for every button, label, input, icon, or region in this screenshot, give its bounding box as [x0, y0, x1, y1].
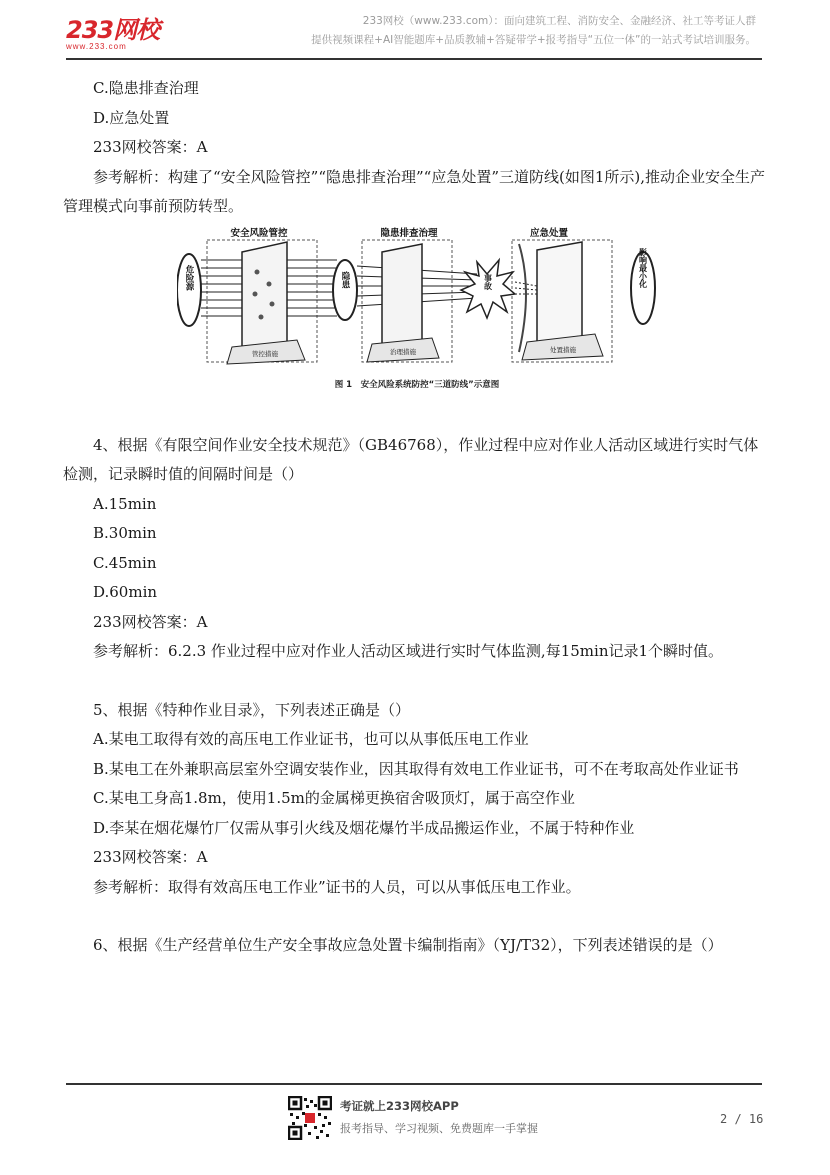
- panel-risk: [242, 242, 287, 347]
- q5-answer: 233网校答案：A: [93, 848, 208, 866]
- fig-label-emergency: 应急处置: [529, 227, 569, 239]
- arc-barrier: [519, 244, 526, 352]
- q4-option-c: C.45min: [93, 553, 157, 572]
- q5-option-d: D.李某在烟花爆竹厂仅需从事引火线及烟花爆竹半成品搬运作业，不属于特种作业: [93, 818, 635, 837]
- oval-hazard-label: 隐患: [340, 271, 350, 288]
- q4-question: 4、根据《有限空间作业安全技术规范》（GB46768），作业过程中应对作业人活动区域进行实时气体检测，记录瞬时值的间隔时间是（）: [63, 435, 759, 483]
- defense-lines-figure: [63, 222, 769, 402]
- q4-option-a: A.15min: [93, 494, 157, 513]
- footer-subtitle: 报考指导、学习视频、免费题库一手掌握: [340, 1122, 538, 1135]
- base-hazard-label: 治理措施: [390, 347, 416, 356]
- q5-question: 5、根据《特种作业目录》，下列表述正确是（）: [93, 700, 411, 719]
- header-line-1: 233网校（www.233.com）：面向建筑工程、消防安全、金融经济、社工等考证人群: [362, 15, 756, 27]
- oval-hazard-source-label: 危险源: [184, 264, 194, 291]
- logo-sub: www.233.com: [66, 42, 127, 51]
- q3-analysis: 参考解析：构建了“安全风险管控”“隐患排查治理”“应急处置”三道防线(如图1所示),推动企业安全生产管理模式向事前预防转型。: [63, 167, 766, 215]
- q4-option-d: D.60min: [93, 583, 158, 601]
- q5-option-b: B.某电工在外兼职高层室外空调安装作业，因其取得有效电工作业证书，可不在考取高处作业证书: [93, 759, 739, 778]
- header-divider: [66, 58, 762, 60]
- panel-hazard: [382, 244, 422, 344]
- q4-option-b: B.30min: [93, 524, 157, 542]
- logo-main: 233网校: [66, 16, 160, 44]
- q5-option-c: C.某电工身高1.8m，使用1.5m的金属梯更换宿舍吸顶灯，属于高空作业: [93, 789, 575, 807]
- accident-label: 事故: [483, 273, 493, 290]
- q3-option-d: D.应急处置: [93, 108, 170, 127]
- oval-hazard: [333, 260, 357, 320]
- q4-analysis: 参考解析：6.2.3 作业过程中应对作业人活动区域进行实时气体监测,每15min记录1个瞬时值。: [93, 642, 724, 660]
- q5-analysis: 参考解析：取得有效高压电工作业”证书的人员，可以从事低压电工作业。: [93, 877, 581, 896]
- q6-question: 6、根据《生产经营单位生产安全事故应急处置卡编制指南》（YJ/T32），下列表述错误的是（）: [93, 936, 723, 954]
- fig-label-risk-control: 安全风险管控: [230, 227, 288, 239]
- page-content: [63, 74, 769, 961]
- base-risk-label: 管控措施: [252, 349, 278, 358]
- header-description: [311, 12, 756, 50]
- q4-answer: 233网校答案：A: [93, 612, 208, 631]
- panel-emergency: [537, 242, 582, 342]
- header-line-2: 提供视频课程+AI智能题库+品质教辅+答疑带学+报考指导“五位一体”的一站式考试培训服务。: [311, 34, 756, 46]
- figure-diagram: [177, 222, 657, 400]
- q3-option-c: C.隐患排查治理: [93, 79, 199, 97]
- fig-label-hazard: 隐患排查治理: [380, 227, 438, 239]
- brand-logo: [66, 10, 159, 51]
- q3-answer: 233网校答案：A: [93, 138, 208, 156]
- page-number: 2 / 16: [720, 1112, 764, 1126]
- figure-caption: 图 1 安全风险系统防控“三道防线”示意图: [334, 379, 500, 390]
- q5-option-a: A.某电工取得有效的高压电工作业证书，也可以从事低压电工作业: [93, 730, 529, 748]
- footer-divider: [66, 1083, 762, 1085]
- qr-code-icon: [288, 1096, 332, 1140]
- oval-minimize-label: 影响最小化: [638, 247, 648, 288]
- page-header: [0, 0, 830, 60]
- base-emergency-label: 处置措施: [550, 345, 576, 354]
- footer-title: 考证就上233网校APP: [340, 1099, 459, 1113]
